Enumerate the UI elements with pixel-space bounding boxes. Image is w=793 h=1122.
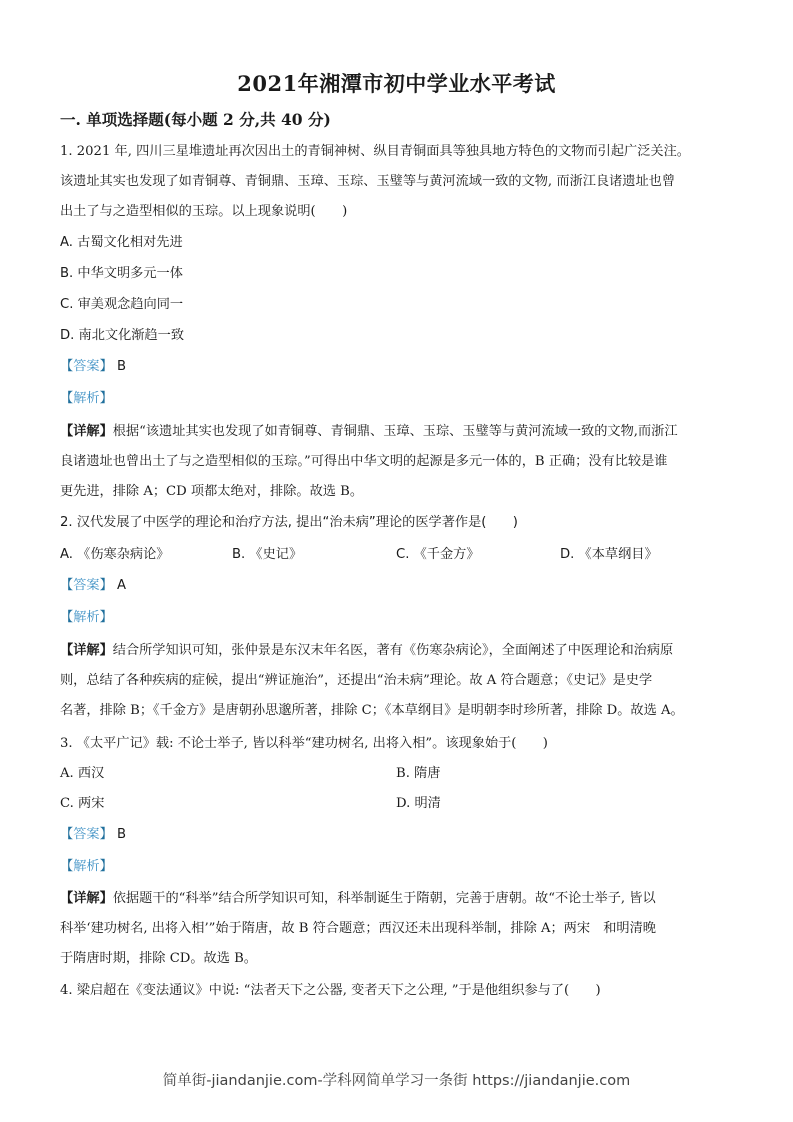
q3-stem: 3. 《太平广记》载: 不论士举子, 皆以科举“建功树名, 出将入相”。该现象始于( ) — [60, 736, 548, 751]
q3-detail-line-2: 科举‘建功树名, 出将入相’”始于隋唐，故 B 符合题意；西汉还未出现科举制，排除 A；两宋 和明清晚 — [60, 921, 656, 936]
q1-detail-line-1: 【详解】根据“该遗址其实也发现了如青铜尊、青铜鼎、玉璋、玉琮、玉璧等与黄河流域一致的文物,而浙江 — [60, 424, 678, 439]
page-title: 2021年湘潭市初中学业水平考试 — [237, 71, 556, 96]
q3-option-c: C. 两宋 — [60, 796, 105, 811]
section-heading: 一. 单项选择题(每小题 2 分,共 40 分) — [60, 110, 331, 129]
q1-stem-line-3: 出土了与之造型相似的玉琮。以上现象说明( ) — [60, 204, 348, 219]
q2-detail-line-2: 则，总结了各种疾病的症候，提出“辨证施治”，还提出“治未病”理论。故 A 符合题意；《史记》是史学 — [60, 673, 653, 688]
q3-answer-value: B — [116, 827, 127, 842]
q1-option-c: C. 审美观念趋向同一 — [60, 297, 184, 312]
q3-option-a: A. 西汉 — [60, 766, 105, 781]
q2-option-a: A. 《伤寒杂病论》 — [60, 547, 170, 562]
q1-answer-value: B — [116, 359, 127, 374]
q2-detail-line-1: 【详解】结合所学知识可知，张仲景是东汉末年名医，著有《伤寒杂病论》，全面阐述了中医理论和治病原 — [60, 643, 674, 658]
q3-detail-line-3: 于隋唐时期，排除 CD。故选 B。 — [60, 951, 257, 966]
q1-detail-line-2: 良诸遗址也曾出土了与之造型相似的玉琮。”可得出中华文明的起源是多元一体的，B 正确；没有比较是谁 — [60, 454, 668, 469]
q4-stem: 4. 梁启超在《变法通议》中说: “法者天下之公器, 变者天下之公理, ”于是他组织参与了( ) — [60, 983, 601, 998]
q3-analysis-tag: 【解析】 — [60, 859, 113, 874]
q2-option-c: C. 《千金方》 — [396, 547, 480, 562]
q2-answer: 【答案】 A — [60, 578, 126, 593]
footer-watermark: 简单街-jiandanjie.com-学科网简单学习一条街 https://jiandanjie.com — [162, 1073, 631, 1089]
q3-detail-line-1: 【详解】依据题干的“科举”结合所学知识可知，科举制诞生于隋朝，完善于唐朝。故“不论士举子, 皆以 — [60, 891, 656, 906]
q1-option-d: D. 南北文化渐趋一致 — [60, 328, 185, 343]
q1-option-a: A. 古蜀文化相对先进 — [60, 235, 183, 250]
q2-detail-line-3: 名著，排除 B；《千金方》是唐朝孙思邈所著，排除 C；《本草纲目》是明朝李时珍所著，排除 D。故选 A。 — [60, 703, 684, 718]
q2-answer-value: A — [116, 578, 126, 593]
q2-option-b: B. 《史记》 — [232, 547, 303, 562]
q1-stem-line-2: 该遗址其实也发现了如青铜尊、青铜鼎、玉璋、玉琮、玉璧等与黄河流域一致的文物, 而浙江良诸遗址也曾 — [60, 174, 676, 189]
q3-option-d: D. 明清 — [396, 796, 441, 811]
q1-detail-line-3: 更先进，排除 A；CD 项都太绝对，排除。故选 B。 — [60, 484, 364, 499]
q2-analysis-tag: 【解析】 — [60, 610, 113, 625]
q1-answer — [60, 358, 126, 376]
q3-option-b: B. 隋唐 — [396, 766, 441, 781]
q3-answer: 【答案】 B — [60, 827, 127, 842]
q2-stem: 2. 汉代发展了中医学的理论和治疗方法, 提出“治未病”理论的医学著作是( ) — [60, 515, 518, 530]
q1-analysis-tag: 【解析】 — [60, 391, 113, 406]
q1-stem-line-1: 1. 2021 年, 四川三星堆遗址再次因出土的青铜神树、纵目青铜面具等独具地方特色的文物而引起广泛关注。 — [60, 144, 690, 159]
q2-option-d: D. 《本草纲目》 — [560, 547, 658, 562]
answer-tag: 【答案】 — [60, 359, 113, 374]
q1-option-b: B. 中华文明多元一体 — [60, 266, 183, 281]
